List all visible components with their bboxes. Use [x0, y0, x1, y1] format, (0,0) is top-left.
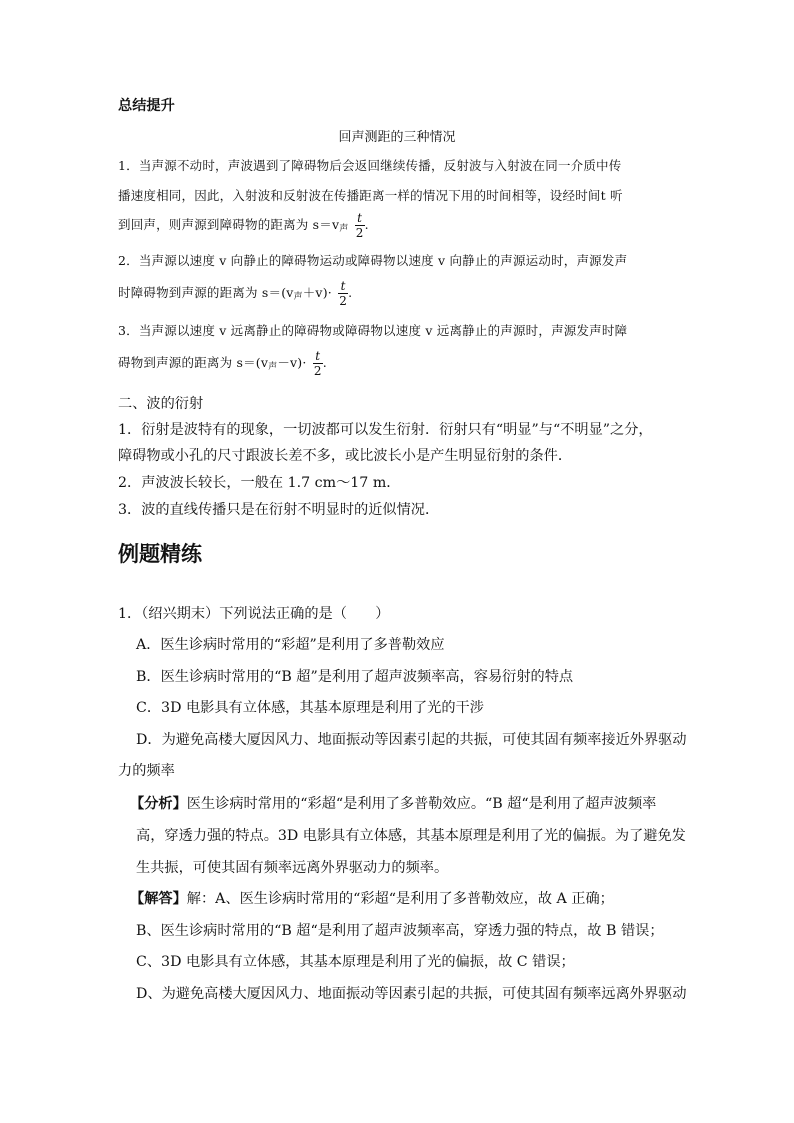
answer-line4: D、为避免高楼大厦因风力、地面振动等因素引起的共振，可使其固有频率远离外界驱动 — [136, 986, 687, 1002]
analysis-text: 医生诊病时常用的“彩超“是利用了多普勒效应。“B 超“是利用了超声波频率 — [186, 796, 657, 812]
case2-end: . — [348, 285, 353, 300]
analysis-line1 — [130, 793, 656, 813]
case1-line1: 1．当声源不动时，声波遇到了障碍物后会返回继续传播，反射波与入射波在同一介质中传 — [118, 158, 622, 173]
option-b: B．医生诊病时常用的“B 超”是利用了超声波频率高，容易衍射的特点 — [136, 669, 574, 685]
diffraction-p1-line2: 障碍物或小孔的尺寸跟波长差不多，或比波长小是产生明显衍射的条件． — [118, 448, 573, 464]
case3-line1: 3．当声源以速度 v 远离静止的障碍物或障碍物以速度 v 远离静止的声源时，声源发声时障 — [118, 323, 628, 338]
examples-heading: 例题精练 — [118, 542, 202, 566]
case3-formula-mid: －v)· — [277, 355, 307, 370]
case1-line3 — [118, 212, 369, 239]
answer-text: 解：A、医生诊病时常用的“彩超“是利用了多普勒效应，故 A 正确； — [186, 891, 614, 907]
case3-end: . — [322, 355, 327, 370]
case2-formula-text: 时障碍物到声源的距离为 s＝(v — [118, 285, 294, 300]
case2-frac-num: t — [340, 279, 346, 293]
case2-frac-den: 2 — [339, 294, 348, 308]
case1-formula-text: 到回声，则声源到障碍物的距离为 s＝v — [118, 217, 340, 232]
case2-line2 — [118, 280, 352, 307]
case3-fraction — [313, 350, 323, 377]
option-c: C．3D 电影具有立体感，其基本原理是利用了光的干涉 — [136, 700, 484, 716]
analysis-line3: 生共振，可使其固有频率远离外界驱动力的频率。 — [136, 860, 449, 876]
case1-frac-num: t — [357, 211, 363, 225]
case2-formula-mid: ＋v)· — [302, 285, 332, 300]
case1-frac-den: 2 — [355, 226, 364, 240]
case1-fraction — [355, 212, 365, 239]
case3-frac-num: t — [315, 349, 321, 363]
answer-line2: B、医生诊病时常用的“B 超“是利用了超声波频率高，穿透力强的特点，故 B 错误； — [136, 923, 664, 939]
case1-subscript: 声 — [339, 224, 349, 234]
summary-subheading: 回声测距的三种情况 — [338, 130, 456, 145]
answer-line1 — [130, 888, 614, 908]
case2-subscript: 声 — [293, 292, 303, 302]
answer-label: 【解答】 — [130, 891, 187, 907]
case1-end: . — [364, 217, 369, 232]
diffraction-p1-line1: 1．衍射是波特有的现象，一切波都可以发生衍射．衍射只有“明显”与“不明显”之分， — [118, 422, 653, 438]
question-stem: 1．（绍兴期末）下列说法正确的是（ ） — [118, 606, 390, 622]
case3-frac-den: 2 — [313, 364, 322, 378]
option-d-line2: 力的频率 — [118, 763, 175, 779]
case2-line1: 2．当声源以速度 v 向静止的障碍物运动或障碍物以速度 v 向静止的声源运动时，声源发声 — [118, 253, 628, 268]
case3-subscript: 声 — [268, 362, 278, 372]
case3-formula-text: 碍物到声源的距离为 s＝(v — [118, 355, 269, 370]
diffraction-p3: 3．波的直线传播只是在衍射不明显时的近似情况． — [118, 502, 440, 518]
diffraction-p2: 2．声波波长较长，一般在 1.7 cm～17 m． — [118, 475, 401, 491]
diffraction-heading: 二、波的衍射 — [118, 396, 204, 412]
case2-fraction — [338, 280, 348, 307]
case1-line2: 播速度相同，因此，入射波和反射波在传播距离一样的情况下用的时间相等，设经时间t 听 — [118, 188, 623, 203]
case3-line2 — [118, 350, 327, 377]
answer-line3: C、3D 电影具有立体感，其基本原理是利用了光的偏振，故 C 错误； — [136, 954, 575, 970]
analysis-label: 【分析】 — [130, 796, 187, 812]
option-a: A．医生诊病时常用的“彩超”是利用了多普勒效应 — [136, 637, 445, 653]
summary-heading: 总结提升 — [118, 98, 175, 114]
analysis-line2: 高，穿透力强的特点。3D 电影具有立体感，其基本原理是利用了光的偏振。为了避免发 — [136, 828, 686, 844]
option-d-line1: D．为避免高楼大厦因风力、地面振动等因素引起的共振，可使其固有频率接近外界驱动 — [136, 732, 687, 748]
